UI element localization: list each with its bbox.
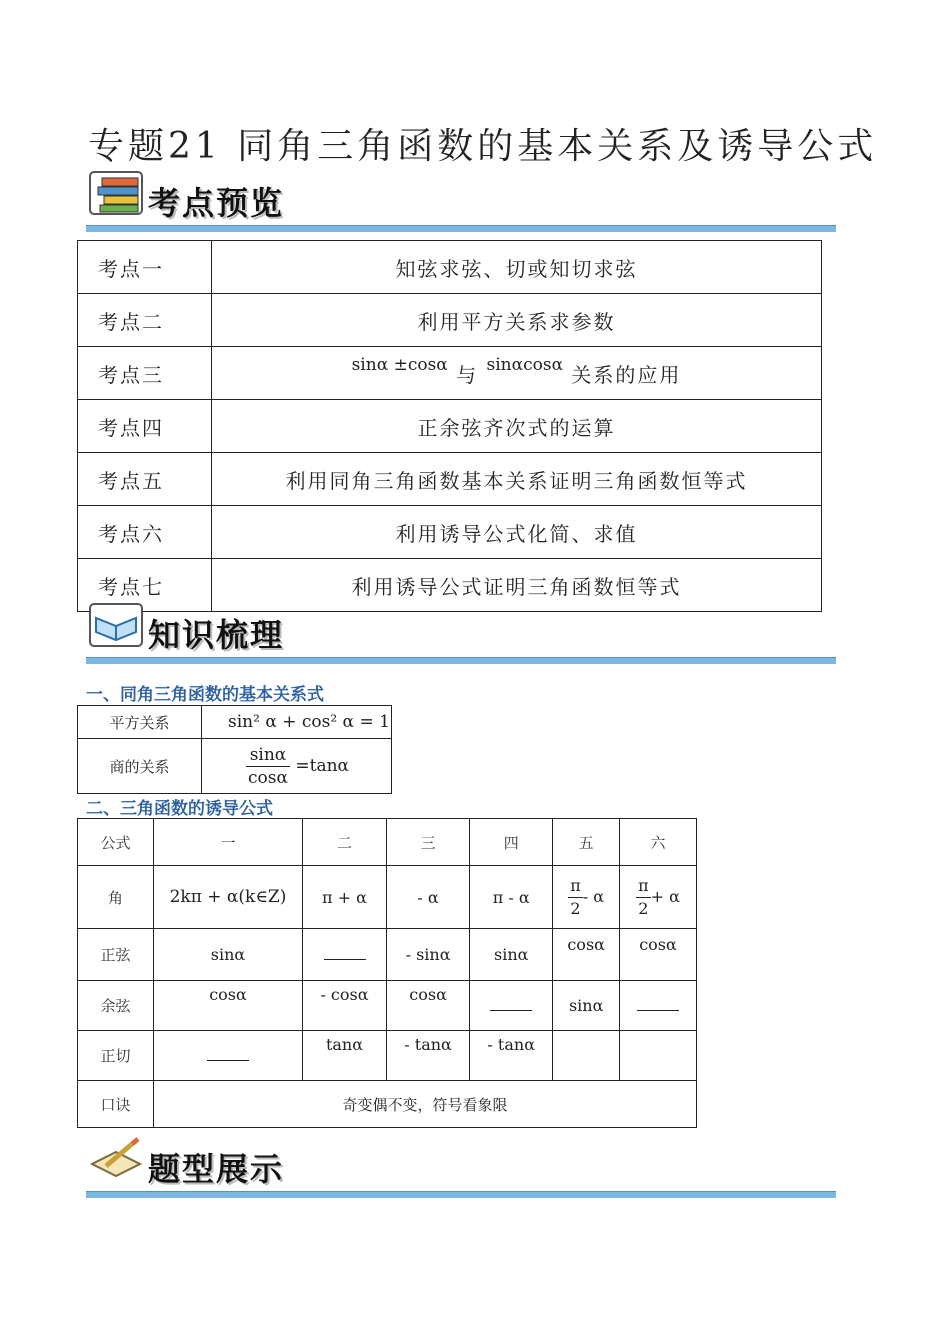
table-row [78, 819, 697, 866]
toc-key: 考点六 [78, 506, 212, 559]
toc-text: 与 [456, 362, 479, 387]
toc-key: 考点七 [78, 559, 212, 612]
mnemonic: 奇变偶不变，符号看象限 [154, 1081, 697, 1128]
fraction [636, 875, 651, 920]
toc-value: 知弦求弦、切或知切求弦 [212, 241, 822, 294]
table-row [78, 1081, 697, 1128]
row-label: 口诀 [78, 1081, 154, 1128]
toc-key: 考点五 [78, 453, 212, 506]
table-cell: sinα [470, 929, 553, 981]
table-header: 四 [470, 819, 553, 866]
table-cell: cosα [154, 981, 303, 1031]
section-rule [86, 1191, 836, 1198]
section-header-types [86, 1134, 836, 1198]
induction-table [77, 818, 697, 1128]
section-title-types: 题型展示 [148, 1150, 285, 1188]
table-cell: sinα [154, 929, 303, 981]
answer-blank [637, 996, 679, 1011]
table-cell: π - α [470, 866, 553, 929]
table-row [78, 241, 822, 294]
table-cell: cosα [553, 929, 620, 981]
toc-key: 考点四 [78, 400, 212, 453]
toc-key: 考点一 [78, 241, 212, 294]
square-formula: sin² α + cos² α = 1 [202, 706, 392, 739]
section-header-preview [86, 168, 836, 232]
section-rule [86, 657, 836, 664]
books-icon [88, 170, 144, 216]
toc-table [77, 240, 822, 612]
table-header: 五 [553, 819, 620, 866]
page-title: 专题21 同角三角函数的基本关系及诱导公式 [88, 126, 878, 167]
quotient-formula [202, 739, 392, 794]
fraction-denominator: 2 [570, 898, 581, 918]
table-row [78, 706, 392, 739]
table-row [78, 739, 392, 794]
table-cell: - tanα [470, 1031, 553, 1081]
table-cell [553, 866, 620, 929]
table-cell: tanα [303, 1031, 387, 1081]
table-cell [154, 1031, 303, 1081]
answer-blank [490, 996, 532, 1011]
row-label: 正弦 [78, 929, 154, 981]
table-row [78, 929, 697, 981]
quotient-rhs: =tanα [295, 755, 350, 776]
table-cell: π + α [303, 866, 387, 929]
table-row [78, 453, 822, 506]
table-row [78, 294, 822, 347]
table-cell: cosα [620, 929, 697, 981]
answer-blank [207, 1046, 249, 1061]
table-cell [620, 866, 697, 929]
table-header: 公式 [78, 819, 154, 866]
table-row [78, 506, 822, 559]
table-cell: - sinα [387, 929, 470, 981]
toc-key: 考点三 [78, 347, 212, 400]
relations-table [77, 705, 392, 794]
table-row [78, 347, 822, 400]
fraction-numerator: π [636, 875, 651, 898]
table-cell [620, 1031, 697, 1081]
table-row [78, 866, 697, 929]
toc-text: 关系的应用 [571, 362, 682, 387]
fraction-numerator: π [568, 875, 583, 898]
table-cell [620, 981, 697, 1031]
table-header: 一 [154, 819, 303, 866]
angle-rest: - α [582, 886, 605, 906]
section-rule [86, 225, 836, 232]
toc-value: 利用平方关系求参数 [212, 294, 822, 347]
table-header: 三 [387, 819, 470, 866]
row-label: 角 [78, 866, 154, 929]
fraction-numerator: sinα [246, 744, 290, 767]
fraction-denominator: cosα [248, 767, 288, 788]
table-cell [553, 1031, 620, 1081]
table-row [78, 1031, 697, 1081]
toc-value: 利用诱导公式化简、求值 [212, 506, 822, 559]
toc-value: 利用诱导公式证明三角函数恒等式 [212, 559, 822, 612]
table-row [78, 400, 822, 453]
formula-sin-pm-cos: sinα ±cosα [351, 354, 448, 375]
table-cell: - cosα [303, 981, 387, 1031]
relations-heading: 一、同角三角函数的基本关系式 [86, 685, 324, 705]
section-header-knowledge [86, 600, 836, 664]
section-title-knowledge: 知识梳理 [148, 616, 285, 654]
toc-key: 考点二 [78, 294, 212, 347]
relation-label: 平方关系 [78, 706, 202, 739]
answer-blank [324, 945, 366, 960]
table-header: 六 [620, 819, 697, 866]
formula-sin-cos: sinαcosα [486, 354, 564, 375]
toc-value [212, 347, 822, 400]
table-header: 二 [303, 819, 387, 866]
fraction-denominator: 2 [638, 898, 649, 918]
pencil-paper-icon [88, 1136, 144, 1182]
section-title-preview: 考点预览 [148, 184, 285, 222]
table-cell: - α [387, 866, 470, 929]
row-label: 余弦 [78, 981, 154, 1031]
open-book-icon [88, 602, 144, 648]
table-cell: - tanα [387, 1031, 470, 1081]
table-row [78, 981, 697, 1031]
table-cell [303, 929, 387, 981]
relation-label: 商的关系 [78, 739, 202, 794]
toc-value: 利用同角三角函数基本关系证明三角函数恒等式 [212, 453, 822, 506]
fraction [246, 744, 290, 789]
table-cell: cosα [387, 981, 470, 1031]
angle-rest: + α [650, 886, 680, 906]
fraction [568, 875, 583, 920]
table-cell: 2kπ + α(k∈Z) [154, 866, 303, 929]
toc-value: 正余弦齐次式的运算 [212, 400, 822, 453]
table-cell [470, 981, 553, 1031]
table-cell: sinα [553, 981, 620, 1031]
row-label: 正切 [78, 1031, 154, 1081]
induction-heading: 二、三角函数的诱导公式 [86, 799, 273, 819]
